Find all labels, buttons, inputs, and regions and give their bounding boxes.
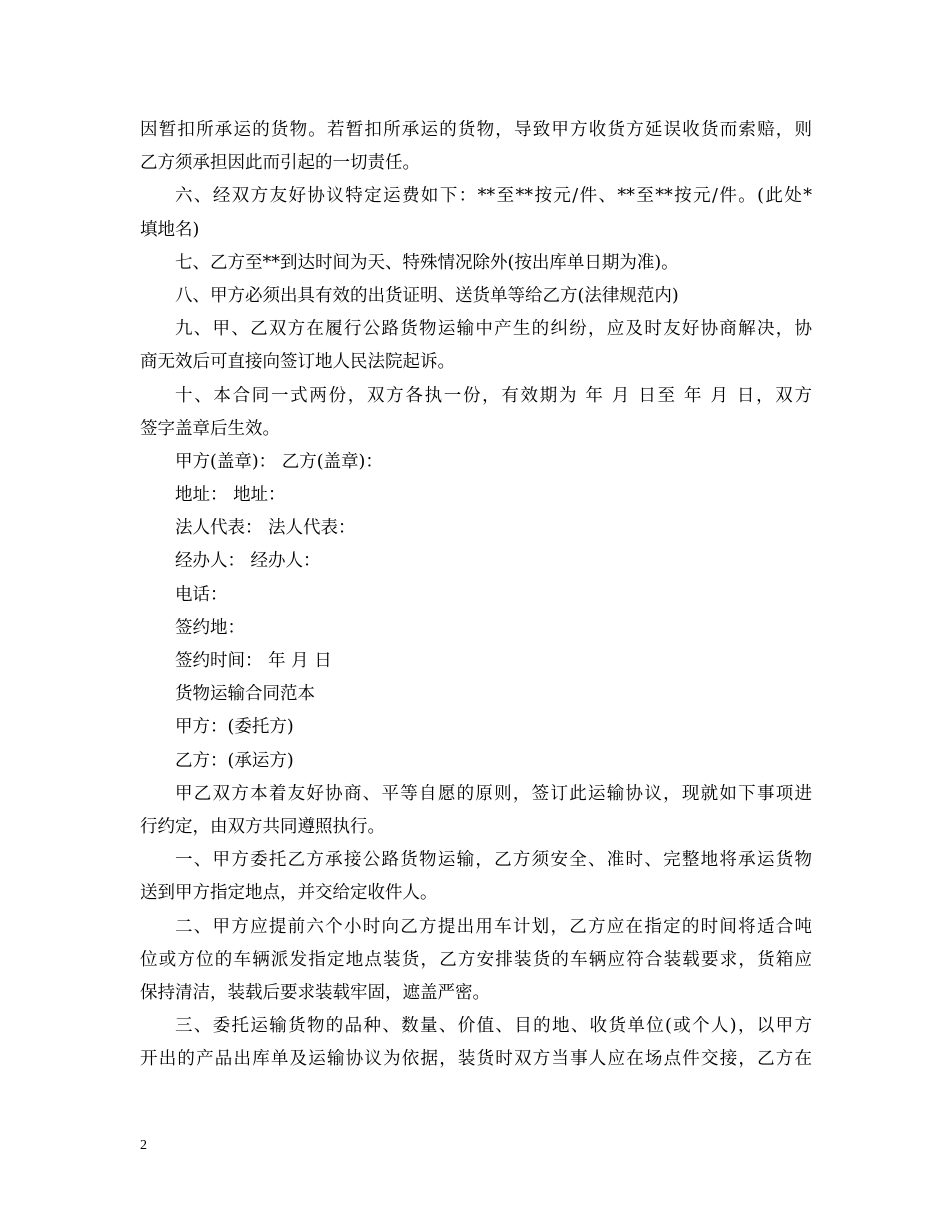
text-line: 三、委托运输货物的品种、数量、价值、目的地、收货单位(或个人)，以甲方 <box>175 1016 812 1037</box>
text-line: 甲乙双方本着友好协商、平等自愿的原则，签订此运输协议，现就如下事项进 <box>175 783 812 804</box>
page-number: 2 <box>140 1138 147 1153</box>
text-line: 货物运输合同范本 <box>175 684 315 705</box>
text-line: 六、经双方友好协议特定运费如下：**至**按元/件、**至**按元/件。(此处* <box>175 186 812 207</box>
text-line: 九、甲、乙双方在履行公路货物运输中产生的纠纷，应及时友好协商解决，协 <box>175 319 812 340</box>
text-line: 因暂扣所承运的货物。若暂扣所承运的货物，导致甲方收货方延误收货而索赔，则 <box>140 120 812 140</box>
text-line: 位或方位的车辆派发指定地点装货，乙方安排装货的车辆应符合装载要求，货箱应 <box>140 949 812 970</box>
text-line: 法人代表： 法人代表： <box>175 518 356 539</box>
text-line: 签约地： <box>175 617 245 638</box>
text-line: 填地名) <box>140 219 200 240</box>
text-line: 甲方：(委托方) <box>175 717 294 738</box>
text-line: 地址： 地址： <box>175 485 286 506</box>
text-line: 签字盖章后生效。 <box>140 418 280 439</box>
text-line: 送到甲方指定地点，并交给定收件人。 <box>140 883 438 904</box>
text-line: 经办人： 经办人： <box>175 551 321 572</box>
text-line: 一、甲方委托乙方承接公路货物运输，乙方须安全、准时、完整地将承运货物 <box>175 850 812 871</box>
text-line: 电话： <box>175 584 228 605</box>
text-line: 八、甲方必须出具有效的出货证明、送货单等给乙方(法律规范内) <box>175 285 679 306</box>
text-line: 甲方(盖章)： 乙方(盖章)： <box>175 451 383 472</box>
document-body <box>140 114 812 1076</box>
text-line: 乙方须承担因此而引起的一切责任。 <box>140 153 420 174</box>
text-line: 商无效后可直接向签订地人民法院起诉。 <box>140 352 455 373</box>
text-line: 保持清洁，装载后要求装载牢固，遮盖严密。 <box>140 982 490 1003</box>
text-line: 乙方：(承运方) <box>175 750 294 771</box>
text-line: 二、甲方应提前六个小时向乙方提出用车计划，乙方应在指定的时间将适合吨 <box>175 916 812 937</box>
text-line: 十、本合同一式两份，双方各执一份，有效期为 年 月 日至 年 月 日，双方 <box>175 385 812 406</box>
text-line: 七、乙方至**到达时间为天、特殊情况除外(按出库单日期为准)。 <box>175 252 679 273</box>
text-line: 签约时间： 年 月 日 <box>175 651 332 671</box>
text-line: 行约定，由双方共同遵照执行。 <box>140 816 385 837</box>
text-line: 开出的产品出库单及运输协议为依据，装货时双方当事人应在场点件交接，乙方在 <box>140 1049 812 1070</box>
